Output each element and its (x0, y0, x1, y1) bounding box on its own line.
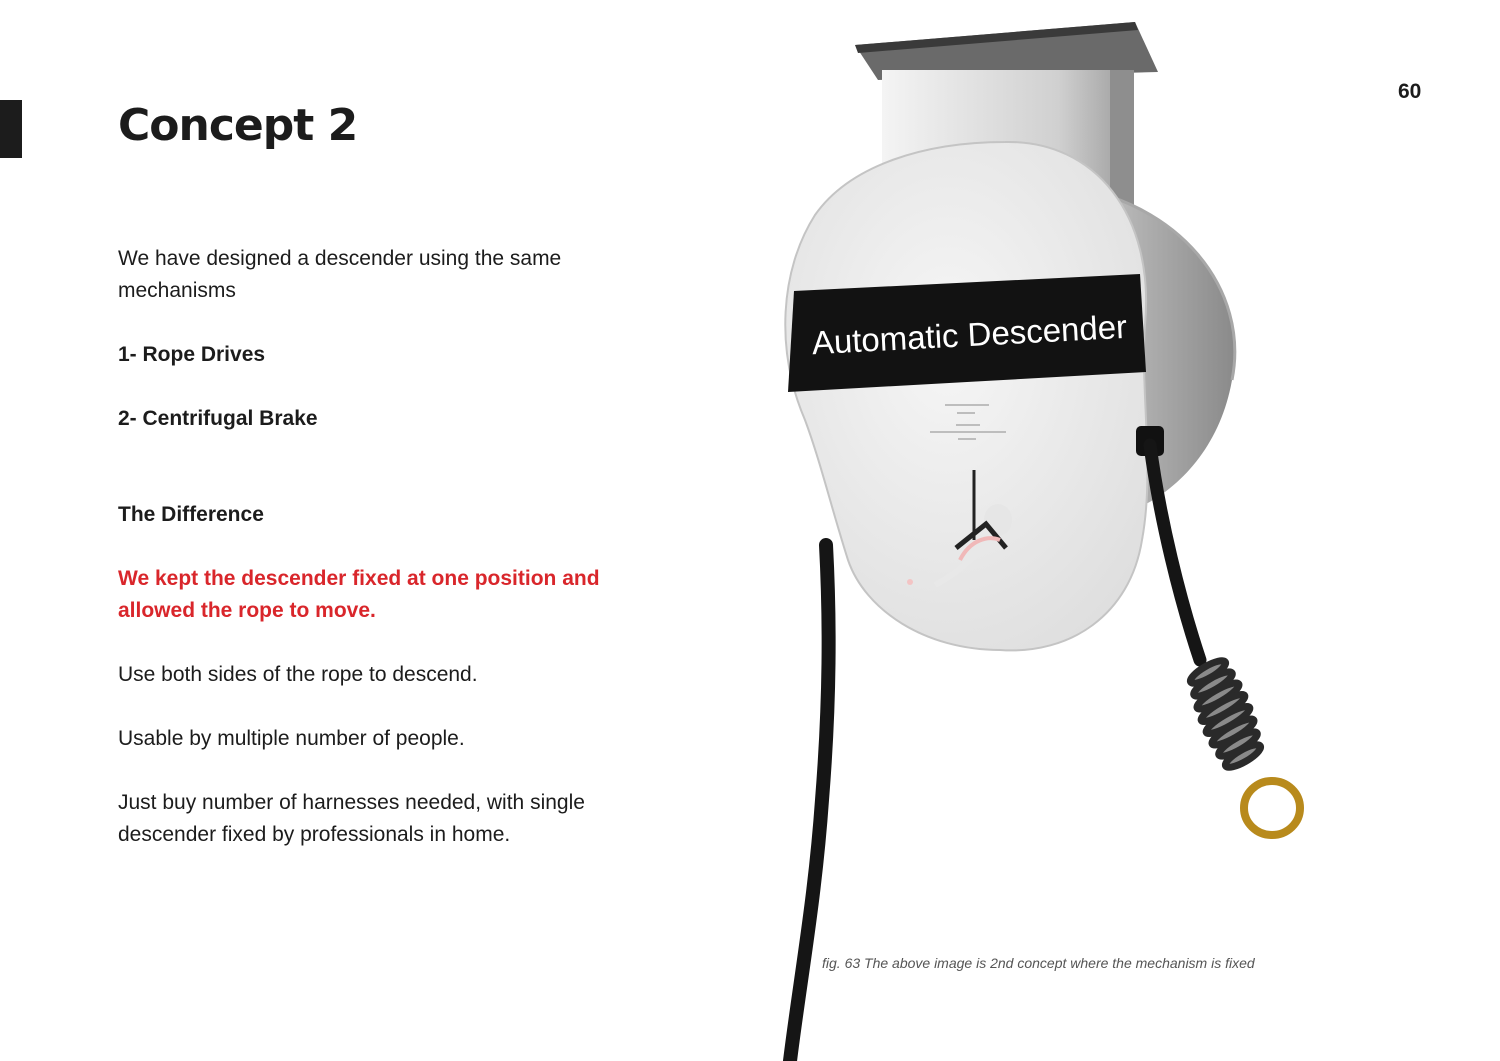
point-multiple-people: Usable by multiple number of people. (118, 727, 465, 750)
mechanism-item-1: 1- Rope Drives (118, 343, 266, 366)
rope-spring (1188, 657, 1264, 771)
point-both-sides: Use both sides of the rope to descend. (118, 663, 478, 686)
page-number: 60 (1398, 80, 1422, 103)
rope-left (790, 545, 829, 1061)
difference-highlight: We kept the descender fixed at one position and allowed the rope to move. (118, 567, 600, 622)
mechanism-item-2: 2- Centrifugal Brake (118, 407, 318, 430)
difference-heading: The Difference (118, 503, 264, 526)
page-title: Concept 2 (118, 100, 358, 151)
descender-illustration (760, 0, 1360, 1061)
figure-caption: fig. 63 The above image is 2nd concept where the mechanism is fixed (822, 955, 1255, 971)
gold-ring (1244, 781, 1300, 835)
side-marker-bar (0, 100, 22, 158)
point-harnesses: Just buy number of harnesses needed, with single descender fixed by professionals in home. (118, 791, 585, 846)
device-label: Automatic Descender (810, 307, 1128, 362)
intro-paragraph: We have designed a descender using the same mechanisms (118, 247, 562, 302)
descender-front-face (785, 142, 1147, 650)
